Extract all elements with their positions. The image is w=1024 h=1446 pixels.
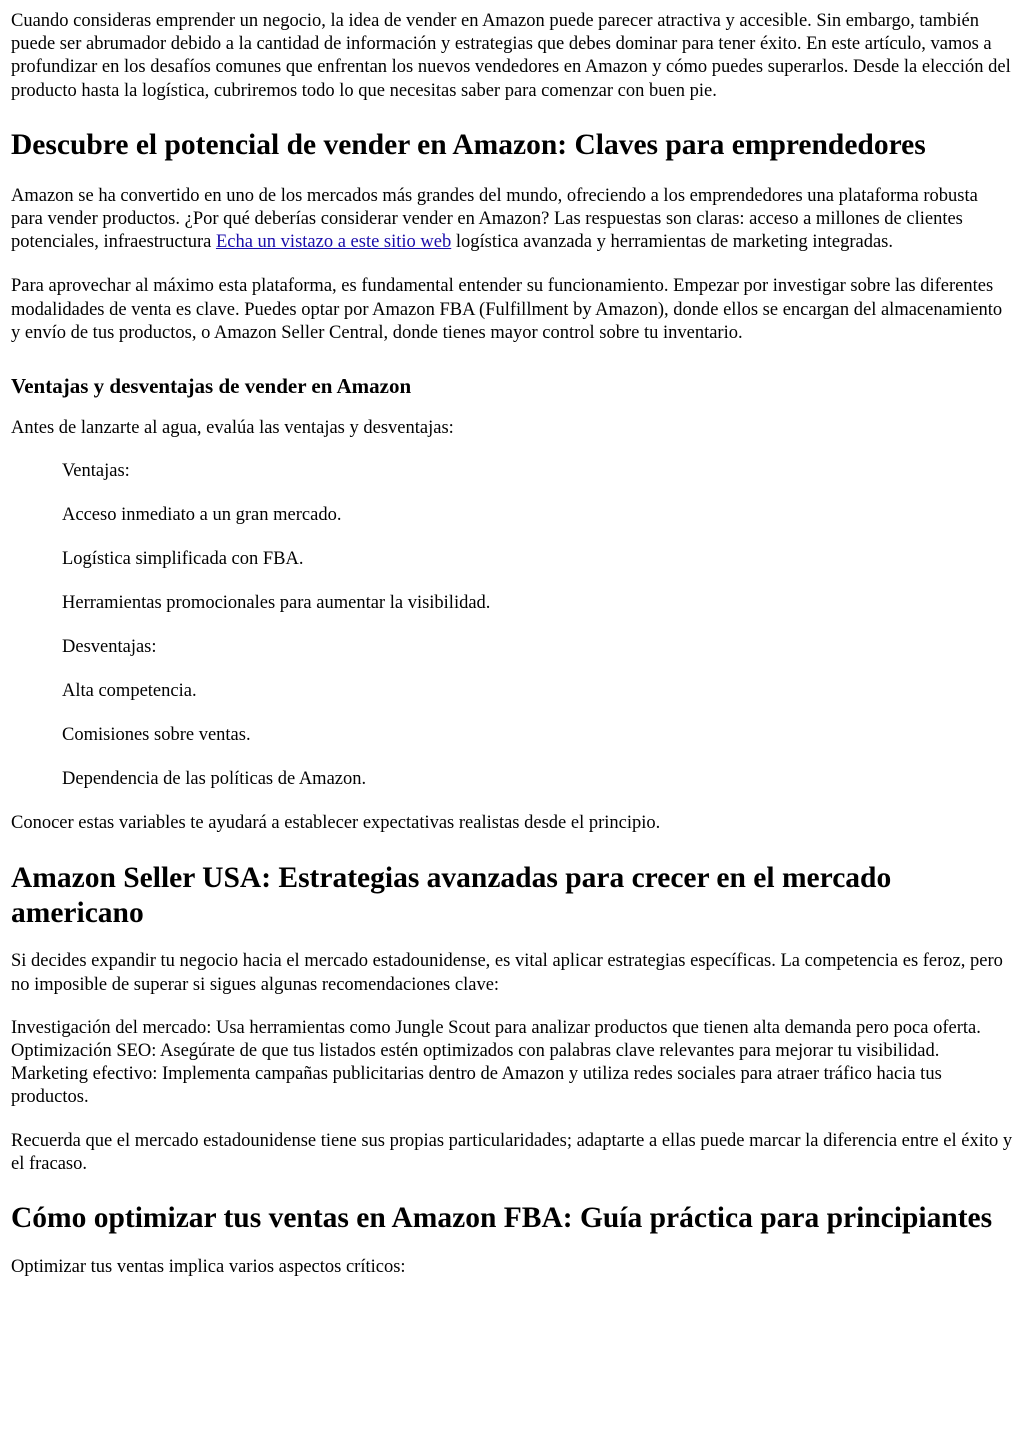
- section2-paragraph-1: Si decides expandir tu negocio hacia el mercado estadounidense, es vital aplicar estrategias específicas. La competencia es feroz, pero no imposible de superar si sigues algunas recomendaciones clave:: [11, 951, 1003, 995]
- section1-paragraph-2: Para aprovechar al máximo esta plataforma, es fundamental entender su funcionamiento. Empezar por investigar sobre las diferentes modalidades de venta es clave. Puedes optar por Amazon FBA (Fulfillment by Amazon), donde ellos se encargan del almacenamiento y envío de tus productos, o Amazon Seller Central, donde tienes mayor control sobre tu inventario.: [11, 276, 1003, 343]
- pros-cons-lead: Antes de lanzarte al agua, evalúa las ventajas y desventajas:: [11, 418, 454, 439]
- section-heading-fba: Cómo optimizar tus ventas en Amazon FBA: Guía práctica para principiantes: [11, 1202, 993, 1235]
- cons-item: Comisiones sobre ventas.: [62, 725, 251, 746]
- section3-paragraph-1: Optimizar tus ventas implica varios aspectos críticos:: [11, 1257, 406, 1278]
- pros-item: Acceso inmediato a un gran mercado.: [62, 505, 342, 526]
- pros-cons-closing: Conocer estas variables te ayudará a establecer expectativas realistas desde el principio.: [11, 813, 661, 834]
- section-heading-potential: Descubre el potencial de vender en Amazon: Claves para emprendedores: [11, 128, 926, 161]
- website-link[interactable]: Echa un vistazo a este sitio web: [215, 232, 452, 253]
- pros-item: Logística simplificada con FBA.: [62, 549, 304, 570]
- cons-item: Alta competencia.: [62, 681, 197, 702]
- section1-paragraph-1-text-before: Amazon se ha convertido en uno de los mercados más grandes del mundo, ofreciendo a los emprendedores una plataforma robusta para vender productos. ¿Por qué deberías considerar vender en Amazon? Las respuestas son claras: acceso a millones de clientes potenciales, infraestructura: [11, 185, 978, 253]
- section2-paragraph-3: Recuerda que el mercado estadounidense tiene sus propias particularidades; adaptarte a ellas puede marcar la diferencia entre el éxito y el fracaso.: [11, 1130, 1013, 1174]
- subsection-heading-pros-cons: Ventajas y desventajas de vender en Amazon: [11, 374, 412, 399]
- pros-item: Herramientas promocionales para aumentar la visibilidad.: [62, 593, 491, 614]
- section2-paragraph-2: Investigación del mercado: Usa herramientas como Jungle Scout para analizar productos que tienen alta demanda pero poca oferta. Optimización SEO: Asegúrate de que tus listados estén optimizados con palabras clave relevantes para mejorar tu visibilidad. Marketing efectivo: Implementa campañas publicitarias dentro de Amazon y utiliza redes sociales para atraer tráfico hacia tus productos.: [11, 1017, 981, 1108]
- pros-label: Ventajas:: [62, 461, 130, 482]
- cons-label: Desventajas:: [62, 637, 157, 658]
- section1-paragraph-1-text-after: logística avanzada y herramientas de marketing integradas.: [451, 232, 894, 253]
- section1-paragraph-1: [11, 185, 1013, 255]
- section-heading-usa: Amazon Seller USA: Estrategias avanzadas para crecer en el mercado americano: [11, 862, 892, 930]
- cons-item: Dependencia de las políticas de Amazon.: [62, 769, 367, 790]
- intro-paragraph: Cuando consideras emprender un negocio, la idea de vender en Amazon puede parecer atractiva y accesible. Sin embargo, también puede ser abrumador debido a la cantidad de información y estrategias que debes dominar para tener éxito. En este artículo, vamos a profundizar en los desafíos comunes que enfrentan los nuevos vendedores en Amazon y cómo puedes superarlos. Desde la elección del producto hasta la logística, cubriremos todo lo que necesitas saber para comenzar con buen pie.: [11, 11, 1011, 101]
